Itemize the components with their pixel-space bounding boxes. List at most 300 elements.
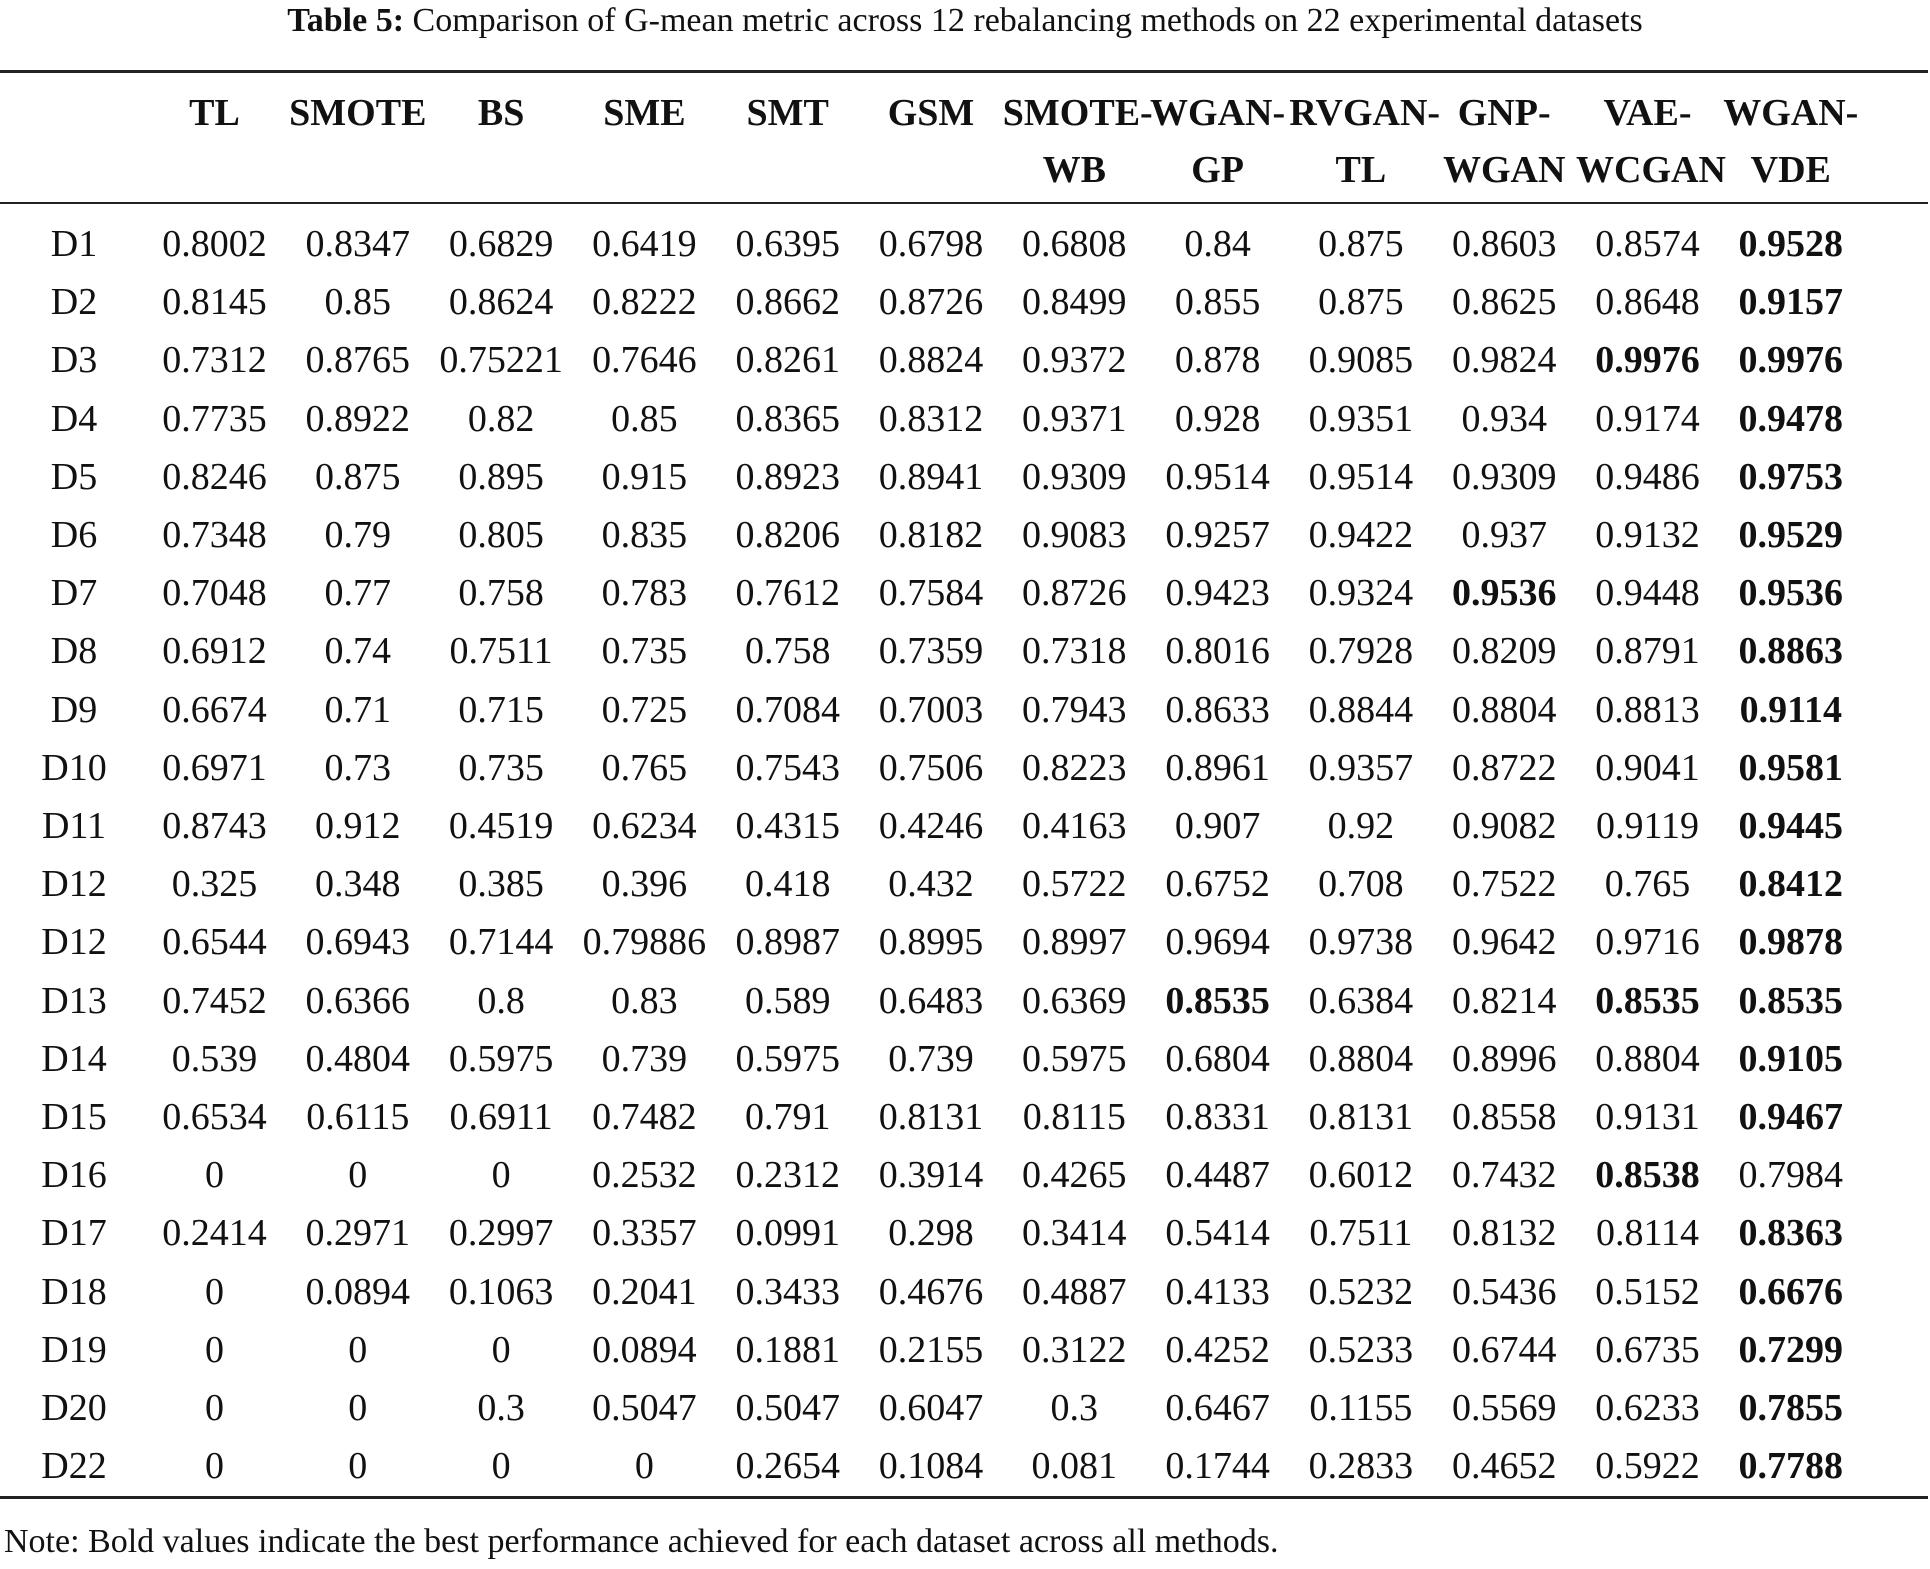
table-cell: 0.2971 (305, 1212, 411, 1255)
table-cell: 0.9445 (1738, 805, 1844, 847)
table-row (0, 331, 1930, 389)
table-cell: 0.8246 (162, 455, 267, 498)
table-cell: 0.4252 (1165, 1328, 1270, 1371)
table-cell: 0.298 (888, 1212, 974, 1255)
table-cell: 0.8603 (1451, 223, 1557, 265)
table-cell: 0.8922 (305, 397, 411, 440)
table-cell: 0.74 (324, 630, 392, 673)
table-cell: 0.5569 (1451, 1387, 1557, 1429)
table-cell: 0.9716 (1595, 921, 1700, 964)
table-cell: 0.348 (315, 863, 401, 906)
table-cell: 0.9119 (1595, 805, 1700, 847)
column-header: GNP- (1457, 92, 1551, 134)
table-cell: 0.7452 (162, 979, 267, 1022)
table-cell: 0.875 (1318, 223, 1404, 265)
table-cell: 0.6674 (162, 688, 267, 731)
table-cell: 0.9738 (1308, 921, 1414, 964)
table-cell: 0.895 (458, 455, 544, 498)
table-row (0, 972, 1930, 1030)
table-row (0, 215, 1930, 273)
table-cell: 0.2532 (592, 1154, 697, 1197)
table-cell: 0.1084 (878, 1445, 984, 1488)
table-cell: 0 (205, 1445, 224, 1488)
table-cell: 0.8804 (1451, 688, 1557, 731)
table-cell: 0.8722 (1451, 746, 1557, 789)
table-cell: 0.6911 (449, 1096, 553, 1138)
table-row (0, 913, 1930, 971)
table-cell: 0.725 (601, 688, 688, 731)
table-cell: 0.8535 (1738, 979, 1844, 1022)
table-cell: 0.7735 (162, 397, 267, 440)
table-cell: 0.7359 (878, 630, 984, 673)
table-cell: 0.9324 (1308, 572, 1414, 615)
column-header: GSM (887, 92, 975, 134)
column-header: VAE- (1603, 92, 1692, 134)
table-cell: 0.081 (1031, 1445, 1118, 1488)
row-label: D22 (41, 1445, 107, 1488)
table-note: Note: Bold values indicate the best performance achieved for each dataset across all methods. (4, 1523, 1279, 1560)
table-cell: 0.0894 (592, 1328, 697, 1371)
table-row (0, 622, 1930, 680)
table-cell: 0.77 (324, 572, 392, 615)
table-cell: 0.6234 (592, 805, 697, 847)
table-cell: 0.9132 (1595, 514, 1700, 556)
table-cell: 0.9514 (1308, 455, 1414, 498)
table-cell: 0.9105 (1738, 1037, 1844, 1080)
table-cell: 0.9422 (1308, 514, 1414, 556)
table-cell: 0.9976 (1595, 339, 1700, 382)
table-cell: 0.75221 (439, 339, 563, 382)
table-cell: 0.928 (1174, 397, 1261, 440)
table-cell: 0.92 (1327, 805, 1395, 847)
table-row (0, 855, 1930, 913)
table-cell: 0.4887 (1022, 1270, 1127, 1313)
row-label: D15 (41, 1096, 107, 1138)
table-cell: 0.907 (1174, 805, 1261, 847)
row-label: D4 (50, 397, 98, 440)
table-cell: 0.9878 (1738, 921, 1844, 964)
table-cell: 0.6804 (1165, 1037, 1270, 1080)
table-cell: 0.8648 (1595, 281, 1700, 324)
table-cell: 0.3 (477, 1387, 525, 1429)
table-cell: 0.2155 (878, 1328, 984, 1371)
row-label: D16 (41, 1154, 107, 1197)
table-cell: 0.765 (1604, 863, 1691, 906)
table-cell: 0.835 (601, 514, 688, 556)
table-row (0, 1379, 1930, 1437)
table-cell: 0.6943 (305, 921, 411, 964)
table-cell: 0.875 (1318, 281, 1404, 324)
column-header: TL (1335, 149, 1387, 191)
table-cell: 0.8312 (878, 397, 984, 440)
table-cell: 0.4676 (878, 1270, 984, 1313)
row-label: D12 (41, 863, 107, 906)
table-cell: 0.6808 (1022, 223, 1127, 265)
table-cell: 0.6544 (162, 921, 267, 964)
table-cell: 0.8002 (162, 223, 267, 265)
table-cell: 0.4487 (1165, 1154, 1270, 1197)
row-label: D20 (41, 1387, 107, 1429)
table-cell: 0.2312 (735, 1154, 840, 1197)
table-cell: 0.9114 (1739, 688, 1842, 731)
table-cell: 0.7144 (448, 921, 554, 964)
column-header: SMT (746, 92, 829, 134)
table-cell: 0.9536 (1738, 572, 1844, 615)
table-cell: 0.8923 (735, 455, 840, 498)
table-cell: 0.8347 (305, 223, 411, 265)
table-cell: 0.7432 (1451, 1154, 1557, 1197)
table-cell: 0.6798 (878, 223, 984, 265)
table-cell: 0.7928 (1308, 630, 1414, 673)
table-caption (0, 0, 1930, 42)
table-cell: 0.8941 (878, 455, 984, 498)
table-cell: 0.1063 (448, 1270, 554, 1313)
table-cell: 0.5722 (1022, 863, 1127, 906)
table-cell: 0.6912 (162, 630, 267, 673)
row-label: D6 (50, 514, 98, 556)
table-cell: 0.7855 (1738, 1387, 1844, 1429)
row-label: D2 (50, 281, 98, 324)
table-cell: 0.6419 (592, 223, 697, 265)
table-cell: 0.4804 (305, 1037, 411, 1080)
table-cell: 0.8223 (1022, 746, 1127, 789)
table-cell: 0.9083 (1022, 514, 1127, 556)
table-cell: 0.8132 (1451, 1212, 1557, 1255)
table-cell: 0.9976 (1738, 339, 1844, 382)
table-cell: 0.7511 (1309, 1212, 1413, 1255)
table-cell: 0.4163 (1022, 805, 1127, 847)
table-cell: 0.878 (1174, 339, 1261, 382)
table-cell: 0.396 (601, 863, 688, 906)
table-cell: 0.9082 (1451, 805, 1557, 847)
table-cell: 0.9514 (1165, 455, 1270, 498)
table-cell: 0.79 (324, 514, 392, 556)
table-cell: 0.875 (315, 455, 401, 498)
table-cell: 0.3914 (878, 1154, 984, 1197)
table-cell: 0.6047 (878, 1387, 984, 1429)
table-cell: 0.8182 (878, 514, 984, 556)
table-cell: 0.5232 (1308, 1270, 1414, 1313)
table-cell: 0.4246 (878, 805, 984, 847)
column-header: SME (603, 92, 686, 134)
table-row (0, 1437, 1930, 1495)
table-cell: 0.4519 (448, 805, 554, 847)
table-cell: 0.325 (171, 863, 258, 906)
table-cell: 0.73 (324, 746, 392, 789)
table-cell: 0.8804 (1308, 1037, 1414, 1080)
table-cell: 0.934 (1461, 397, 1547, 440)
table-cell: 0.1744 (1165, 1445, 1270, 1488)
column-header: GP (1191, 149, 1244, 191)
table-cell: 0.6744 (1451, 1328, 1557, 1371)
table-cell: 0.0991 (735, 1212, 840, 1255)
table-cell: 0.85 (324, 281, 392, 324)
table-cell: 0.9448 (1595, 572, 1700, 615)
table-cell: 0.7299 (1738, 1328, 1844, 1371)
table-cell: 0.7943 (1022, 688, 1127, 731)
table-cell: 0 (348, 1387, 368, 1429)
table-row (0, 797, 1930, 855)
top-rule (0, 70, 1928, 73)
table-cell: 0.385 (458, 863, 544, 906)
table-cell: 0.4265 (1022, 1154, 1127, 1197)
table-cell: 0 (634, 1445, 654, 1488)
table-cell: 0.8765 (305, 339, 411, 382)
table-cell: 0.739 (601, 1037, 688, 1080)
row-label: D10 (41, 746, 107, 789)
table-row (0, 390, 1930, 448)
table-cell: 0.6735 (1595, 1328, 1700, 1371)
column-header: WGAN- (1150, 92, 1286, 134)
table-cell: 0.6233 (1595, 1387, 1700, 1429)
table-cell: 0.7543 (735, 746, 840, 789)
table-cell: 0.5047 (592, 1387, 697, 1429)
table-row (0, 448, 1930, 506)
table-cell: 0.6369 (1022, 979, 1127, 1022)
table-cell: 0.791 (744, 1096, 831, 1138)
table-cell: 0.84 (1184, 223, 1251, 265)
column-header: WB (1042, 149, 1106, 191)
row-label: D5 (50, 455, 98, 498)
table-cell: 0.7511 (449, 630, 553, 673)
table-cell: 0.8131 (878, 1096, 984, 1138)
table-cell: 0.8996 (1451, 1037, 1557, 1080)
table-cell: 0.7348 (162, 514, 267, 556)
table-cell: 0.8574 (1595, 223, 1700, 265)
table-cell: 0.7612 (735, 572, 840, 615)
column-header: TL (189, 92, 240, 134)
table-cell: 0.432 (888, 863, 974, 906)
table-cell: 0.5436 (1451, 1270, 1557, 1313)
table-cell: 0.8844 (1308, 688, 1414, 731)
table-cell: 0.9041 (1595, 746, 1700, 789)
table-cell: 0.8499 (1022, 281, 1127, 324)
table-cell: 0.5975 (1022, 1037, 1127, 1080)
table-cell: 0.9486 (1595, 455, 1700, 498)
table-cell: 0.6384 (1308, 979, 1414, 1022)
table-cell: 0.3414 (1022, 1212, 1127, 1255)
table-cell: 0.7506 (878, 746, 984, 789)
table-cell: 0.8813 (1595, 688, 1700, 731)
table-cell: 0.8961 (1165, 746, 1270, 789)
column-header: WCGAN (1576, 149, 1726, 191)
caption-label: Table 5: (287, 2, 405, 39)
table-row (0, 1030, 1930, 1088)
row-label: D17 (41, 1212, 107, 1255)
table-row (0, 739, 1930, 797)
table-cell: 0.6483 (878, 979, 984, 1022)
column-header: SMOTE (289, 92, 427, 134)
table-cell: 0.9257 (1165, 514, 1270, 556)
table-cell: 0.8726 (1022, 572, 1127, 615)
table-row (0, 1263, 1930, 1321)
table-cell: 0.9581 (1738, 746, 1844, 789)
row-label: D14 (41, 1037, 107, 1080)
table-cell: 0.937 (1461, 514, 1547, 556)
table-cell: 0.7084 (735, 688, 840, 731)
table-cell: 0.589 (744, 979, 831, 1022)
table-cell: 0 (491, 1328, 511, 1371)
table-cell: 0.9467 (1738, 1096, 1844, 1138)
table-cell: 0 (205, 1387, 224, 1429)
table-cell: 0.6971 (162, 746, 267, 789)
table-cell: 0.7482 (592, 1096, 697, 1138)
table-cell: 0.79886 (582, 921, 707, 964)
table-row (0, 273, 1930, 331)
table-cell: 0.8538 (1595, 1154, 1700, 1197)
table-cell: 0.82 (467, 397, 535, 440)
table-cell: 0.8535 (1595, 979, 1700, 1022)
table-row (0, 1204, 1930, 1262)
table-row (0, 1146, 1930, 1204)
table-cell: 0.6012 (1308, 1154, 1414, 1197)
column-header: BS (477, 92, 525, 134)
table-cell: 0.735 (458, 746, 544, 789)
table-cell: 0 (205, 1154, 224, 1197)
table-cell: 0.8624 (448, 281, 554, 324)
table-cell: 0.8365 (735, 397, 840, 440)
table-cell: 0.5414 (1165, 1212, 1270, 1255)
row-label: D1 (50, 223, 98, 265)
column-header: WGAN- (1723, 92, 1859, 134)
table-cell: 0.912 (315, 805, 401, 847)
table-cell: 0.7788 (1738, 1445, 1844, 1488)
table-cell: 0 (205, 1270, 224, 1313)
table-cell: 0.8222 (592, 281, 697, 324)
table-cell: 0.5975 (448, 1037, 554, 1080)
table-cell: 0.9351 (1308, 397, 1414, 440)
table-cell: 0.6467 (1165, 1387, 1270, 1429)
caption-text: Comparison of G-mean metric across 12 rebalancing methods on 22 experimental datasets (404, 2, 1643, 39)
table-cell: 0.715 (458, 688, 544, 731)
table-cell: 0.8633 (1165, 688, 1270, 731)
table-cell: 0.8863 (1738, 630, 1844, 673)
row-label: D7 (50, 572, 98, 615)
table-cell: 0.8791 (1595, 630, 1700, 673)
table-cell: 0.8997 (1022, 921, 1127, 964)
table-cell: 0.708 (1318, 863, 1404, 906)
table-cell: 0.9309 (1022, 455, 1127, 498)
table-cell: 0.9372 (1022, 339, 1127, 382)
column-header: RVGAN- (1289, 92, 1441, 134)
table-cell: 0.9085 (1308, 339, 1414, 382)
header-rule (0, 202, 1928, 204)
table-cell: 0.7984 (1738, 1154, 1844, 1197)
table-cell: 0.8331 (1165, 1096, 1270, 1138)
table-cell: 0.9753 (1738, 455, 1844, 498)
table-cell: 0.8209 (1451, 630, 1557, 673)
table-cell: 0.418 (744, 863, 831, 906)
table-cell: 0.9423 (1165, 572, 1270, 615)
table-cell: 0.8743 (162, 805, 267, 847)
table-cell: 0 (205, 1328, 224, 1371)
table-cell: 0.1155 (1309, 1387, 1413, 1429)
table-cell: 0.8131 (1308, 1096, 1414, 1138)
table-cell: 0.8261 (735, 339, 840, 382)
row-label: D13 (41, 979, 107, 1022)
table-cell: 0.5047 (735, 1387, 840, 1429)
table-cell: 0.6676 (1738, 1270, 1844, 1313)
table-cell: 0.4315 (735, 805, 840, 847)
table-cell: 0.735 (601, 630, 688, 673)
table-cell: 0.6366 (305, 979, 411, 1022)
row-label: D8 (50, 630, 98, 673)
table-cell: 0.9371 (1022, 397, 1127, 440)
table-cell: 0.2041 (592, 1270, 697, 1313)
table-cell: 0.3122 (1022, 1328, 1127, 1371)
table-cell: 0.9694 (1165, 921, 1270, 964)
table-cell: 0.8363 (1738, 1212, 1844, 1255)
row-label: D18 (41, 1270, 107, 1313)
table-cell: 0.8145 (162, 281, 267, 324)
table-cell: 0.9131 (1595, 1096, 1700, 1138)
table-cell: 0.6534 (162, 1096, 267, 1138)
table-cell: 0.9528 (1738, 223, 1844, 265)
table-row (0, 681, 1930, 739)
table-cell: 0.7522 (1451, 863, 1557, 906)
table-cell: 0.8114 (1595, 1212, 1700, 1255)
table-cell: 0.8206 (735, 514, 840, 556)
table-cell: 0.5233 (1308, 1328, 1414, 1371)
table-cell: 0.3357 (592, 1212, 697, 1255)
table-cell: 0 (491, 1154, 511, 1197)
table-cell: 0.9478 (1738, 397, 1844, 440)
table-cell: 0.8662 (735, 281, 840, 324)
table-cell: 0.6395 (735, 223, 840, 265)
column-header: SMOTE- (1002, 92, 1153, 134)
table-cell: 0.539 (171, 1037, 258, 1080)
table-cell: 0.8726 (878, 281, 984, 324)
table-cell: 0.8 (477, 979, 525, 1022)
table-cell: 0.7318 (1022, 630, 1127, 673)
row-label: D11 (41, 805, 107, 847)
table-cell: 0.758 (744, 630, 831, 673)
table-cell: 0.7003 (878, 688, 984, 731)
table-row (0, 1088, 1930, 1146)
table-cell: 0.7048 (162, 572, 267, 615)
table-cell: 0.9536 (1451, 572, 1557, 615)
table-cell: 0.4133 (1165, 1270, 1270, 1313)
column-header: VDE (1750, 149, 1831, 191)
column-header: WGAN (1442, 149, 1566, 191)
table-cell: 0.8412 (1738, 863, 1844, 906)
table-cell: 0.6115 (306, 1096, 410, 1138)
row-label: D12 (41, 921, 107, 964)
table-cell: 0.8016 (1165, 630, 1270, 673)
table-cell: 0.9642 (1451, 921, 1557, 964)
table-cell: 0.805 (458, 514, 544, 556)
table-cell: 0.7584 (878, 572, 984, 615)
table-cell: 0.8214 (1451, 979, 1557, 1022)
table-cell: 0.765 (601, 746, 688, 789)
table-cell: 0.2654 (735, 1445, 840, 1488)
table-cell: 0.2414 (162, 1212, 267, 1255)
table-row (0, 506, 1930, 564)
table-cell: 0 (348, 1445, 368, 1488)
table-cell: 0.3433 (735, 1270, 840, 1313)
table-cell: 0.2997 (448, 1212, 554, 1255)
table-cell: 0.6829 (448, 223, 554, 265)
row-label: D9 (50, 688, 98, 731)
table-cell: 0.83 (611, 979, 678, 1022)
table-cell: 0.1881 (735, 1328, 840, 1371)
table-cell: 0.5152 (1595, 1270, 1700, 1313)
table-cell: 0.9357 (1308, 746, 1414, 789)
table-cell: 0.5922 (1595, 1445, 1700, 1488)
table-cell: 0.0894 (305, 1270, 411, 1313)
table-cell: 0.5975 (735, 1037, 840, 1080)
table-cell: 0.783 (601, 572, 688, 615)
